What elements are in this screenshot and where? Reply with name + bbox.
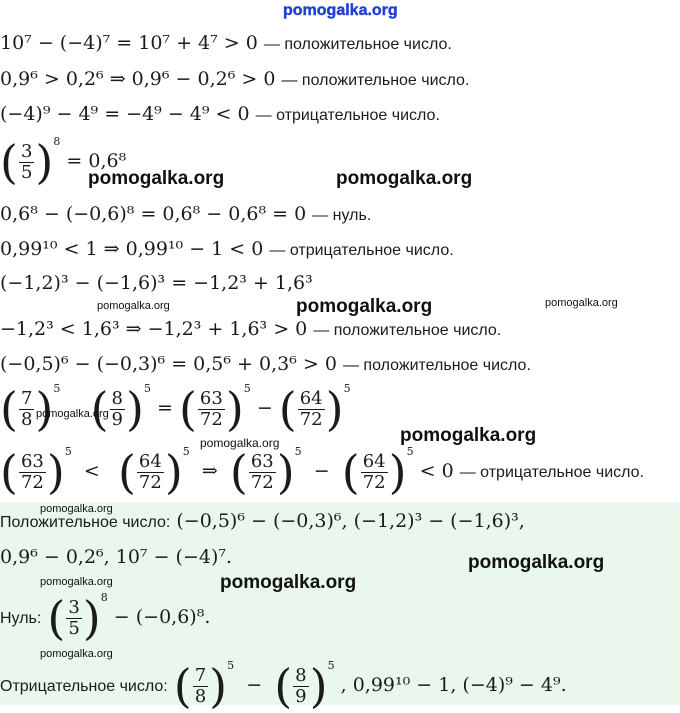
fraction: $\frac{8}{9}$ — [111, 387, 123, 430]
math-expression: (−0,5)⁶ − (−0,3)⁶ = 0,5⁶ + 0,3⁶ > 0 — [0, 353, 337, 375]
answer-positive — [0, 512, 525, 531]
watermark-top: pomogalka.org — [283, 2, 398, 19]
answer-positive-cont — [0, 548, 232, 567]
solution-line-2 — [0, 70, 469, 89]
answer-label: Положительное число: — [0, 514, 171, 531]
fraction: $\frac{63}{72}$ — [20, 450, 44, 493]
math-expression: −1,2³ < 1,6³ ⇒ −1,2³ + 1,6³ > 0 — [0, 318, 308, 340]
verdict-text: — нуль. — [312, 207, 372, 224]
watermark: pomogalka.org — [468, 552, 605, 573]
fraction: $\frac{63}{72}$ — [199, 387, 223, 430]
verdict-text: — положительное число. — [342, 357, 531, 374]
verdict-text: — положительное число. — [263, 36, 452, 53]
math-expression: 0,6⁸ − (−0,6)⁸ = 0,6⁸ − 0,6⁸ = 0 — [0, 203, 307, 225]
watermark: pomogalka.org — [40, 648, 113, 660]
answer-label: Нуль: — [0, 610, 42, 627]
watermark: pomogalka.org — [40, 503, 113, 515]
exponent: 8 — [53, 135, 61, 148]
solution-line-7 — [0, 274, 313, 293]
watermark: pomogalka.org — [36, 408, 109, 420]
math-expression: , 0,99¹⁰ − 1, (−4)⁹ − 4⁹. — [340, 674, 567, 696]
fraction: $\frac{64}{72}$ — [299, 387, 323, 430]
fraction: $\frac{63}{72}$ — [250, 450, 274, 493]
verdict-text: — отрицательное число. — [269, 242, 454, 259]
fraction: $\frac{7}{8}$ — [20, 387, 33, 430]
solution-line-fractions-2: ( $\frac{63}{72}$ )$^5$ < ( $\frac{64}{72}$ )$^5$ ⇒ ( $\frac{63}{72}$ )$^5$ − ( $\frac{64}{72}$ )$^5$ < 0 — отрицательное число. — [0, 445, 644, 499]
solution-line-8 — [0, 320, 501, 339]
math-expression: (−0,5)⁶ − (−0,3)⁶, (−1,2)³ − (−1,6)³, — [176, 510, 525, 532]
math-expression: − (−0,6)⁸. — [113, 606, 211, 628]
math-expression: 0,99¹⁰ < 1 ⇒ 0,99¹⁰ − 1 < 0 — [0, 238, 264, 260]
solution-line-1 — [0, 34, 452, 53]
watermark: pomogalka.org — [88, 168, 225, 189]
solution-line-fractions-1: ( $\frac{7}{8}$ )$^5$ ( $\frac{8}{9}$ )$^5$ = ( $\frac{63}{72}$ )$^5$ − ( $\frac{64}{72}$ )$^5$ — [0, 382, 351, 436]
solution-line-3 — [0, 105, 440, 124]
watermark: pomogalka.org — [400, 425, 537, 446]
math-expression: (−1,2)³ − (−1,6)³ = −1,2³ + 1,6³ — [0, 272, 313, 294]
watermark: pomogalka.org — [336, 168, 473, 189]
math-expression: 0,9⁶ − 0,2⁶, 10⁷ − (−4)⁷. — [0, 546, 233, 568]
math-expression: = 0,6⁸ — [66, 150, 127, 172]
answer-label: Отрицательное число: — [0, 678, 168, 695]
math-expression: 10⁷ − (−4)⁷ = 10⁷ + 4⁷ > 0 — [0, 32, 258, 54]
watermark: pomogalka.org — [545, 297, 618, 309]
fraction: $\frac{3}{5}$ — [68, 596, 80, 639]
watermark: pomogalka.org — [200, 436, 280, 450]
answer-zero: Нуль: ( $\frac{3}{5}$ )$^8$ − (−0,6)⁸. — [0, 591, 211, 645]
verdict-text: — отрицательное число. — [255, 107, 440, 124]
watermark: pomogalka.org — [97, 300, 170, 312]
solution-line-4: ( $\frac{3}{5}$ )$^8$ = 0,6⁸ — [0, 135, 127, 189]
verdict-text: — положительное число. — [281, 72, 470, 89]
solution-line-5 — [0, 205, 371, 224]
fraction: $\frac{7}{8}$ — [194, 664, 207, 707]
verdict-text: — отрицательное число. — [459, 464, 644, 481]
fraction: $\frac{64}{72}$ — [138, 450, 162, 493]
fraction: $\frac{3}{5}$ — [20, 140, 33, 183]
solution-line-9 — [0, 355, 531, 374]
watermark: pomogalka.org — [40, 576, 113, 588]
answer-negative: Отрицательное число: ( $\frac{7}{8}$ )$^5$ − ( $\frac{8}{9}$ )$^5$ , 0,99¹⁰ − 1, (−4)⁹ − 4⁹. — [0, 659, 567, 713]
math-expression: 0,9⁶ > 0,2⁶ ⇒ 0,9⁶ − 0,2⁶ > 0 — [0, 68, 276, 90]
verdict-text: — положительное число. — [313, 322, 502, 339]
fraction: $\frac{8}{9}$ — [295, 664, 307, 707]
answer-block — [0, 502, 680, 713]
solution-line-6 — [0, 240, 454, 259]
fraction: $\frac{64}{72}$ — [362, 450, 386, 493]
math-expression: (−4)⁹ − 4⁹ = −4⁹ − 4⁹ < 0 — [0, 103, 250, 125]
watermark: pomogalka.org — [296, 296, 433, 317]
watermark: pomogalka.org — [220, 572, 357, 593]
